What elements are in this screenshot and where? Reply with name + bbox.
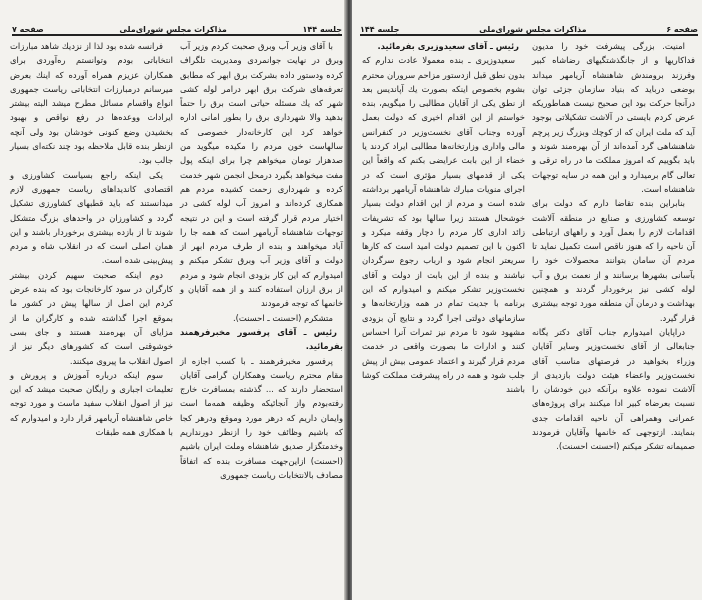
session-number: جلسه ۱۴۴ xyxy=(302,25,342,34)
paragraph: متشکرم (احسنت ـ احسنت). xyxy=(232,312,333,323)
book-gutter xyxy=(344,0,352,600)
text-column-left xyxy=(362,39,525,396)
speaker-heading: رئیس ـ آقای سعیدوزیری بفرمائید. xyxy=(377,41,519,51)
paragraph: دراپایان امیدوارم جناب آقای دکتر یگانه جنابعالی از آقای نخست‌وزیر وسایر آقایان وزراء بخواهید در فرصتهای مناسب آقای نخست‌وزیر واعضاء هیئت دولت بازدیدی از آلاشت نموده علاوه برآنکه دین خودشان را نسبت بعرضاه کبیر ادا میکنند برای پروژه‌های عمرانی وهمراهی آن ناحیه اقدامات جدی بنمایند. ازتوجهی که خانمها وآقایان فرمودند صمیمانه تشکر میکنم (احسنت احسنت). xyxy=(532,326,695,452)
left-page xyxy=(0,0,350,600)
paragraph: سعیدوزیری ـ بنده معمولا عادت ندارم که بدون نطق قبل ازدستور مزاحم سروران محترم بشوم بخصوص اینکه بصورت یك آپاندیس بعد از نطق یکی از آقایان مطالبی را میگویم، بنده خواستم از این اقدام اخیری که دولت بعمل آورده وجناب آقای نخست‌وزیر در کنفرانس مالی واداری وزارتخانه‌ها مطالبی ایراد کردند یا خضاء از این بابت عرایضی بکنم که واقعاً این یکی از قدمهای بسیار مؤثری است که در اجرای منویات مبارك شاهنشاه آریامهر برداشته شده است و مردم از این اقدام دولت بسیار خوشحال هستند زیرا سالها بود که تشریفات زائد اداری کار مردم را دچار وقفه میکرد و اکنون با این تصمیم دولت امید است که کارها سریعتر انجام شود و ارباب رجوع سرگردان نباشند و بنده از این بابت از دولت و آقای نخست‌وزیر تشکر میکنم و امیدوارم که این برنامه با جدیت تمام در همه وزارتخانه‌ها و سازمانهای دولتی اجرا گردد و نتایج آن بزودی مشهود شود تا مردم نیز ثمرات آنرا احساس کنند و ادارات ما بصورت واقعی در خدمت مردم قرار گیرند و اعتماد عمومی بیش از پیش جلب شود و همه در راه پیشرفت مملکت کوشا باشند xyxy=(362,55,525,395)
journal-title: مذاکرات مجلس شورای‌ملی xyxy=(119,25,227,34)
text-column-right xyxy=(532,39,695,454)
paragraph: یکی اینکه راجع بسیاست کشاورزی و اقتصادی کاندیداهای ریاست جمهوری لازم میدانستند که باید قطبهای کشاورزی تشکیل گردد و کشاورزان در واحدهای بزرگ متشکل شوند تا از بازده بیشتری برخوردار باشند و این همان اصلی است که در انقلاب شاه و مردم پیش‌بینی شده است. xyxy=(10,169,173,266)
right-page xyxy=(352,0,702,600)
session-number: جلسه ۱۴۴ xyxy=(360,25,400,34)
paragraph: بنابراین بنده تقاضا دارم که دولت برای توسعه کشاورزی و صنایع در منطقه آلاشت اقدامات لازم را بعمل آورد و راههای ارتباطی آن ناحیه را که هنوز ناقص است تکمیل نماید تا مردم آن سامان بتوانند محصولات خود را بآسانی بشهرها برسانند و از نعمت برق و آب لوله کشی نیز برخوردار گردند و همچنین بهداشت و درمان آن منطقه مورد توجه بیشتری قرار گیرد. xyxy=(532,198,695,323)
paragraph: فرانسه شده بود لذا از نزدیك شاهد مبارزات انتخاباتی بودم وتوانستم ره‌آوردی برای همکاران عزیزم همراه آورده که اینك بعرض میرسانم درمبارزات انتخاباتی ریاست جمهوری انواع واقسام مسائل مطرح میشد البته بیشتر ایرادات ووعده‌ها در رفع نواقص و بهبود بخشیدن وضع کنونی خودشان بود ولی آنچه ازنظر بنده قابل ملاحظه بود چند نکته‌ای بسیار جالب بود. xyxy=(10,41,173,166)
page-header xyxy=(360,20,698,34)
paragraph: دوم اینکه صحبت سهیم کردن بیشتر کارگران در سود کارخانجات بود که بنده عرض کردم این اصل از سالها پیش در کشور ما بموقع اجرا گذاشته شده و کارگران ما از مزایای آن بهره‌مند هستند و جای بسی خوشوقتی است که کشورهای دیگر نیز از اصول انقلاب ما پیروی میکنند. xyxy=(10,269,173,366)
header-rule xyxy=(12,34,342,36)
text-column-left xyxy=(10,39,173,439)
paragraph: پرفسور مخبرفرهمند ـ با کسب اجازه از مقام محترم ریاست وهمکاران گرامی آقایان استحضار دارند که ... گذشته بمسافرت خارج رفته‌بودم واز آنجائیکه وظیفه همه‌ما است وایمان داریم که درهر مورد وموقع ودرهر کجا که باشیم وظائف خود را ازنظر دورنداریم وخدمتگزار صدیق شاهنشاه وملت ایران باشیم (احسنت) ازاین‌جهت مسافرت بنده که اتفاقاً مصادف بالانتخابات ریاست جمهوری xyxy=(180,355,343,480)
text-column-right xyxy=(180,39,343,482)
page-number: صفحه ۶ xyxy=(666,25,698,34)
paragraph: با آقای وزیر آب وبرق صحبت کردم وزیر آب وبرق در نهایت جوانمردی ومدیریت تلگراف کرده ودستور داده بشرکت برق ابهر که مطابق تعرفه‌های شرکت برق ابهر درامر لوله کشی شهر که یك مسئله حیاتی است برق را حتماً بدهید والا شهرداری برق را بطور امانی اداره خواهد کرد این کارخانه‌دار خصوصی که سالهاست خون مردم را مکیده میگوید من صدهزار تومان میخواهم چرا برای اینکه پول مفت میخواهد بگیرد درمحل انجمن شهر خدمت کرده و شهرداری زحمت کشیده مردم هم همکاری کرده‌اند و امروز آب لوله کشی در اختیار مردم قرار گرفته است و این در نتیجه توجهات شاهنشاه آریامهر است که همه جا را آباد میخواهند و بنده از طرف مردم ابهر از دولت و آقای وزیر آب وبرق تشکر میکنم و امیدوارم که این کار بزودی انجام شود و مردم از برق ارزان استفاده کنند و از همه آقایان و خانمها که توجه فرمودند xyxy=(180,41,343,309)
header-rule xyxy=(360,34,698,36)
speaker-heading: رئیس ـ آقای پرفسور مخبرفرهمند بفرمائید. xyxy=(180,326,343,352)
page-number: صفحه ۷ xyxy=(12,25,44,34)
paragraph: امنیت. بزرگی پیشرفت خود را مدیون فداکاریها و از جانگذشتگیهای رضاشاه کبیر وفرزند برومندش شاهنشاه آریامهر میداند بوضعی درباید که بنیاد سازمان جزئی توان درآنجا حرکت بود این صحیح نیست هماطوریکه عرض کردم بایستی در آلاشت تشکیلاتی بوجود آید که ملت ایران که از کوچك وبزرگ زیر پرچم شاهنشاهی گرد آمده‌اند از آن بهره‌مند شوند و باید بگوییم که امروز مملکت ما در راه ترقی و تعالی گام برمیدارد و این همه در سایه توجهات شاهنشاه است. xyxy=(532,41,695,194)
page-header xyxy=(12,20,342,34)
paragraph: سوم اینکه درباره آموزش و پرورش و تعلیمات اجباری و رایگان صحبت میشد که این نیز از اصول انقلاب سفید ماست و مورد توجه خاص شاهنشاه آریامهر قرار دارد و امیدوارم که با همکاری همه طبقات xyxy=(10,369,173,438)
journal-title: مذاکرات مجلس شورای‌ملی xyxy=(479,25,587,34)
